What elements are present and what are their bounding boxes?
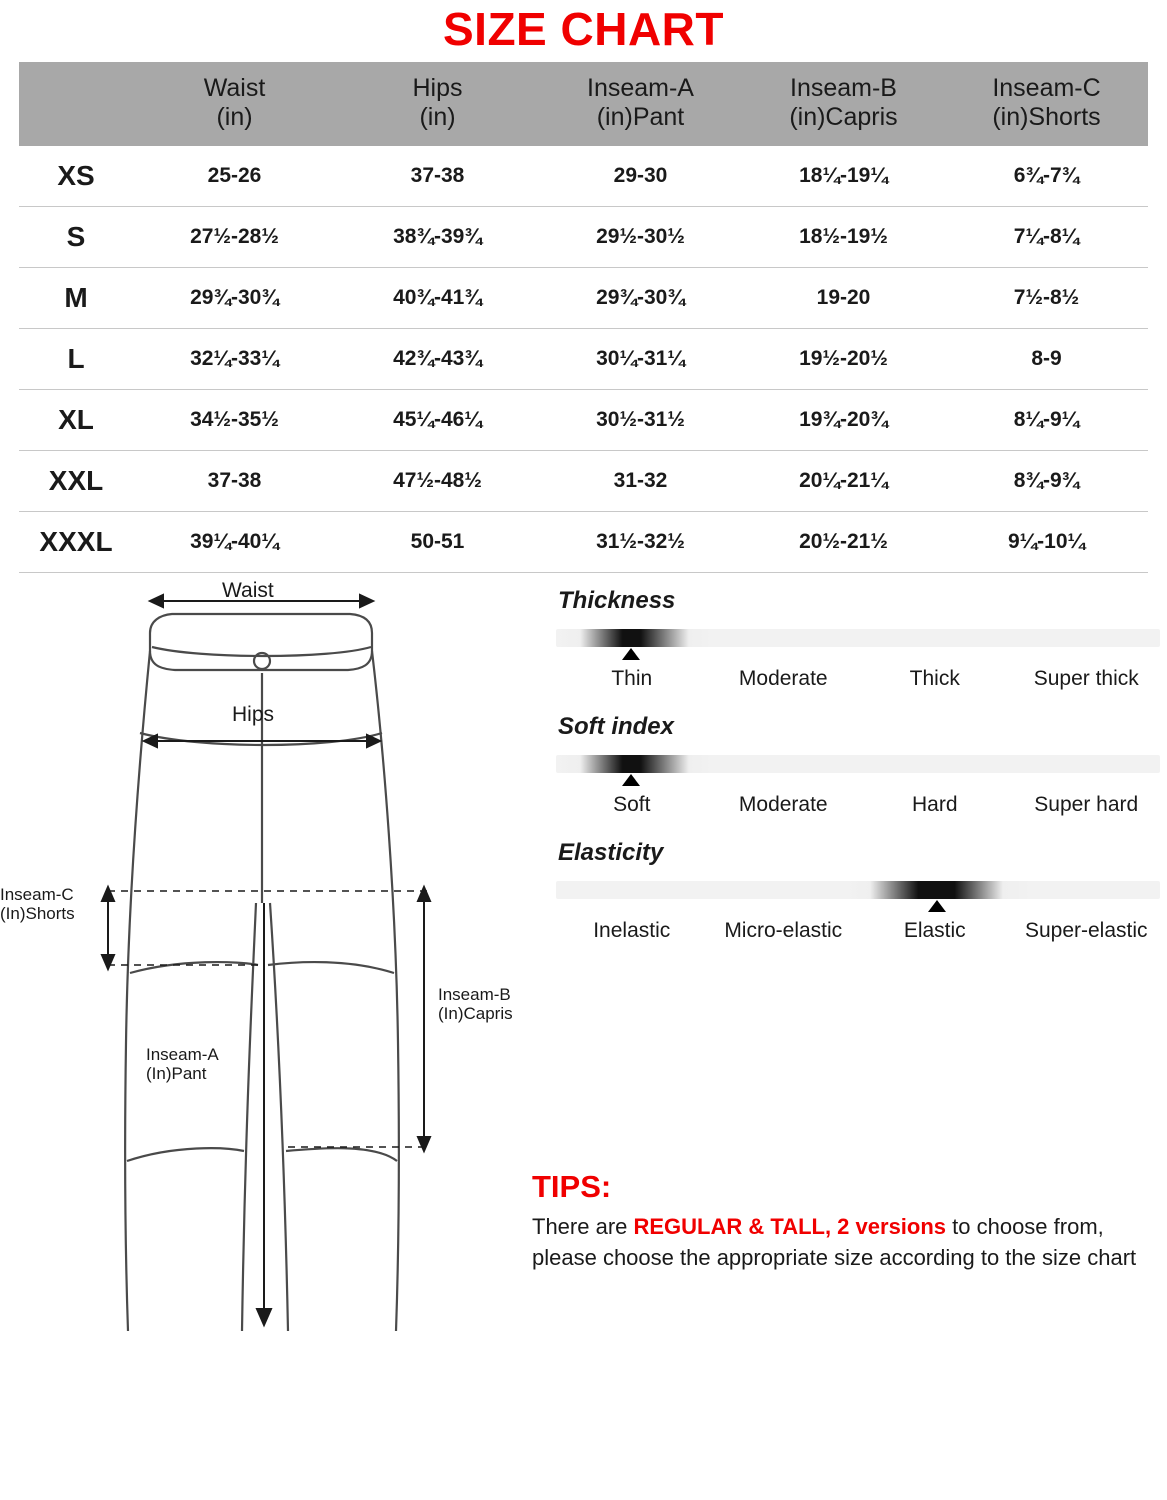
- row-size-label: XL: [19, 389, 133, 450]
- row-size-label: M: [19, 267, 133, 328]
- gauge-soft-index-bar: [556, 755, 1160, 773]
- row-size-label: XXXL: [19, 511, 133, 572]
- cell-inseam-a: 31-32: [539, 450, 742, 511]
- column-header-inseam-a-line1: Inseam-A: [587, 74, 694, 102]
- gauge-elasticity-bar-wrap: [556, 881, 1160, 899]
- diagram-label-hips: Hips: [232, 702, 275, 726]
- diagram-label-inseam-a-line1: Inseam-A: [146, 1044, 219, 1064]
- column-header-inseam-a-line2: (in)Pant: [596, 102, 685, 131]
- column-header-waist-line2: (in): [216, 102, 253, 131]
- gauge-soft-index-bar-wrap: [556, 755, 1160, 773]
- pants-diagram-svg: [0, 573, 560, 1333]
- cell-waist: 34½-35½: [133, 389, 336, 450]
- gauge-thickness-label-2: Thick: [909, 666, 960, 690]
- cell-inseam-a: 31½-32½: [539, 511, 742, 572]
- gauge-elasticity-labels: [556, 919, 1162, 943]
- diagram-label-waist: Waist: [222, 578, 274, 602]
- table-body: [19, 146, 1148, 573]
- cell-inseam-c: 8¾-9¾: [945, 450, 1148, 511]
- cell-inseam-b: 19-20: [742, 267, 945, 328]
- table-corner-cell: [19, 62, 133, 146]
- gauge-elasticity-marker-icon: [928, 900, 946, 912]
- column-header-hips-line1: Hips: [412, 74, 463, 102]
- gauge-elasticity-label-1: Micro-elastic: [724, 918, 843, 942]
- tips-section: [532, 1169, 1166, 1275]
- gauge-thickness-bar-wrap: [556, 629, 1160, 647]
- gauge-thickness-bar: [556, 629, 1160, 647]
- diagram-label-inseam-a: [146, 1045, 276, 1084]
- cell-inseam-c: 7½-8½: [945, 267, 1148, 328]
- diagram-label-inseam-c-line2: (In)Shorts: [0, 904, 75, 924]
- gauge-soft-index-label-2: Hard: [911, 792, 958, 816]
- column-header-inseam-c: [945, 62, 1148, 146]
- column-header-hips-line2: (in): [419, 102, 456, 131]
- gauge-soft-index-labels: [556, 793, 1162, 817]
- tips-body: [532, 1211, 1166, 1275]
- gauge-thickness-label-3: Super thick: [1033, 666, 1139, 690]
- row-size-label: L: [19, 328, 133, 389]
- cell-hips: 50-51: [336, 511, 539, 572]
- gauge-soft-index-label-1: Moderate: [738, 792, 828, 816]
- gauge-soft-index: [556, 713, 1162, 817]
- cell-inseam-b: 18½-19½: [742, 206, 945, 267]
- cell-inseam-b: 19¾-20¾: [742, 389, 945, 450]
- cell-inseam-c: 7¼-8¼: [945, 206, 1148, 267]
- diagram-label-inseam-b: [438, 985, 558, 1024]
- cell-waist: 27½-28½: [133, 206, 336, 267]
- column-header-waist: [133, 62, 336, 146]
- table-row: [19, 389, 1148, 450]
- cell-inseam-c: 8¼-9¼: [945, 389, 1148, 450]
- column-header-hips: [336, 62, 539, 146]
- table-row: [19, 146, 1148, 207]
- cell-waist: 29¾-30¾: [133, 267, 336, 328]
- cell-inseam-b: 18¼-19¼: [742, 146, 945, 207]
- cell-hips: 47½-48½: [336, 450, 539, 511]
- cell-waist: 37-38: [133, 450, 336, 511]
- cell-inseam-c: 6¾-7¾: [945, 146, 1148, 207]
- gauge-elasticity-label-0: Inelastic: [593, 918, 671, 942]
- cell-inseam-c: 9¼-10¼: [945, 511, 1148, 572]
- attribute-gauges-panel: [556, 587, 1162, 949]
- cell-hips: 40¾-41¾: [336, 267, 539, 328]
- gauge-soft-index-title: Soft index: [558, 712, 675, 740]
- cell-waist: 25-26: [133, 146, 336, 207]
- size-chart-table: [19, 62, 1148, 573]
- gauge-elasticity-label-2: Elastic: [903, 918, 966, 942]
- cell-inseam-b: 19½-20½: [742, 328, 945, 389]
- column-header-inseam-b: [742, 62, 945, 146]
- gauge-thickness: [556, 587, 1162, 691]
- tips-text-part2: to choose from, please choose the appropriate size according to the size chart: [532, 1213, 1137, 1271]
- cell-inseam-a: 29½-30½: [539, 206, 742, 267]
- cell-hips: 38¾-39¾: [336, 206, 539, 267]
- cell-hips: 42¾-43¾: [336, 328, 539, 389]
- column-header-inseam-c-line2: (in)Shorts: [992, 102, 1101, 131]
- table-header-row: [19, 62, 1148, 146]
- cell-inseam-a: 29-30: [539, 146, 742, 207]
- gauge-thickness-labels: [556, 667, 1162, 691]
- cell-inseam-a: 30¼-31¼: [539, 328, 742, 389]
- diagram-label-inseam-c-line1: Inseam-C: [0, 884, 74, 904]
- row-size-label: XS: [19, 146, 133, 207]
- column-header-inseam-c-line1: Inseam-C: [992, 74, 1101, 102]
- gauge-soft-index-label-0: Soft: [613, 792, 651, 816]
- diagram-label-inseam-a-line2: (In)Pant: [146, 1064, 207, 1084]
- cell-inseam-b: 20¼-21¼: [742, 450, 945, 511]
- cell-inseam-b: 20½-21½: [742, 511, 945, 572]
- lower-section: [0, 573, 1167, 1333]
- gauge-elasticity: [556, 839, 1162, 943]
- cell-waist: 32¼-33¼: [133, 328, 336, 389]
- diagram-label-inseam-b-line2: (In)Capris: [438, 1004, 513, 1024]
- table-row: [19, 511, 1148, 572]
- gauge-elasticity-bar: [556, 881, 1160, 899]
- page-title: SIZE CHART: [443, 3, 724, 55]
- gauge-thickness-label-0: Thin: [611, 666, 653, 690]
- cell-hips: 45¼-46¼: [336, 389, 539, 450]
- gauge-thickness-marker-icon: [622, 648, 640, 660]
- gauge-soft-index-marker-icon: [622, 774, 640, 786]
- cell-hips: 37-38: [336, 146, 539, 207]
- cell-inseam-a: 29¾-30¾: [539, 267, 742, 328]
- gauge-thickness-title: Thickness: [558, 586, 676, 614]
- cell-inseam-c: 8-9: [945, 328, 1148, 389]
- column-header-waist-line1: Waist: [203, 74, 266, 102]
- cell-inseam-a: 30½-31½: [539, 389, 742, 450]
- pants-measurement-diagram: [0, 573, 560, 1333]
- tips-highlight: REGULAR & TALL, 2 versions: [633, 1213, 947, 1239]
- tips-text-part1: There are: [532, 1213, 634, 1239]
- column-header-inseam-a: [539, 62, 742, 146]
- table-row: [19, 450, 1148, 511]
- column-header-inseam-b-line2: (in)Capris: [789, 102, 898, 131]
- table-row: [19, 267, 1148, 328]
- diagram-label-inseam-c: [0, 885, 104, 924]
- cell-waist: 39¼-40¼: [133, 511, 336, 572]
- row-size-label: S: [19, 206, 133, 267]
- gauge-elasticity-title: Elasticity: [558, 838, 664, 866]
- diagram-label-inseam-b-line1: Inseam-B: [438, 984, 511, 1004]
- gauge-elasticity-label-3: Super-elastic: [1024, 918, 1148, 942]
- row-size-label: XXL: [19, 450, 133, 511]
- tips-heading: TIPS:: [532, 1168, 612, 1204]
- column-header-inseam-b-line1: Inseam-B: [790, 74, 897, 102]
- gauge-thickness-label-1: Moderate: [738, 666, 828, 690]
- gauge-soft-index-label-3: Super hard: [1034, 792, 1139, 816]
- table-row: [19, 206, 1148, 267]
- table-row: [19, 328, 1148, 389]
